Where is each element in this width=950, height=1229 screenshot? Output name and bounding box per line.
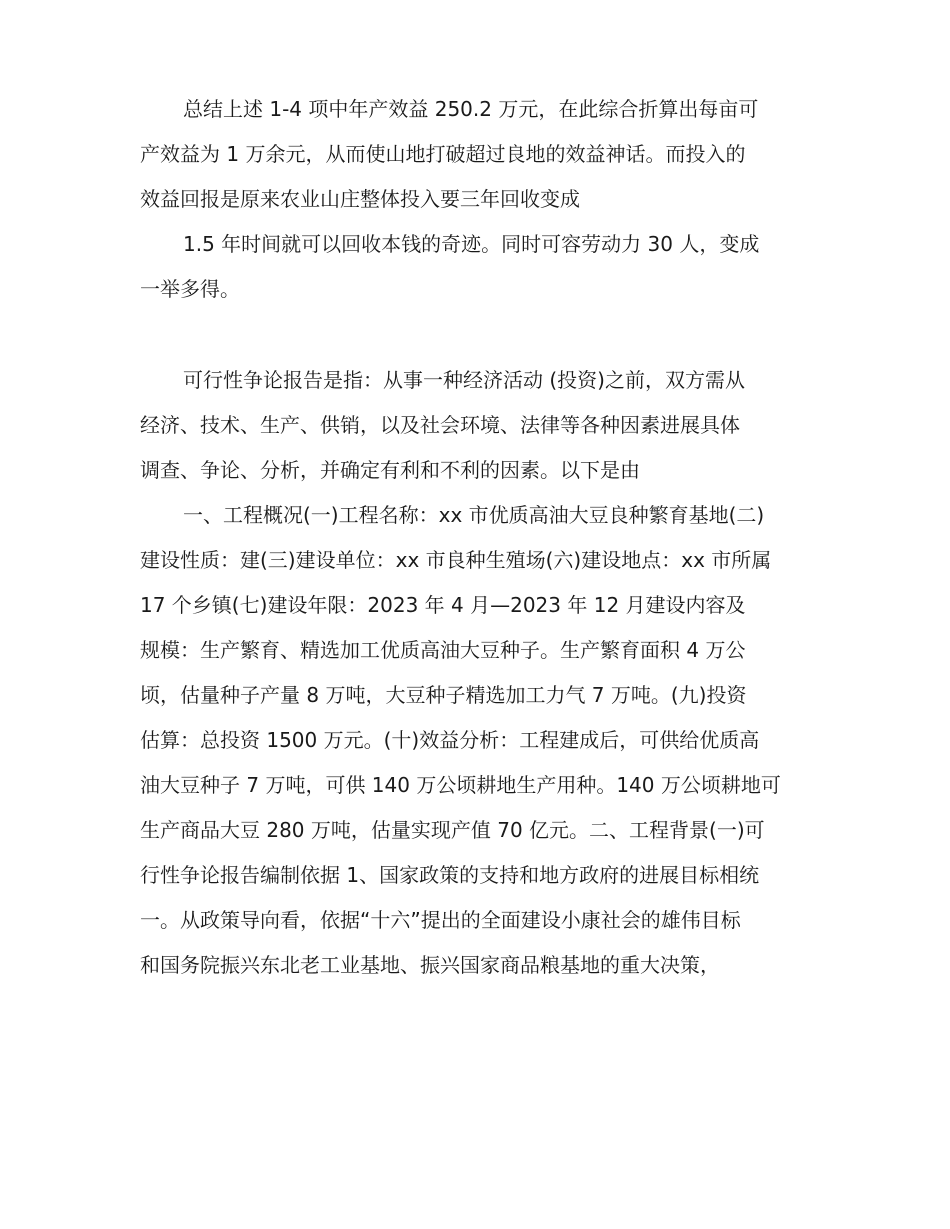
text-line: 调查、争论、分析，并确定有利和不利的因素。以下是由 bbox=[140, 458, 640, 482]
text-line: 生产商品大豆 280 万吨，估量实现产值 70 亿元。二、工程背景(一)可 bbox=[140, 818, 765, 842]
text-line: 估算：总投资 1500 万元。(十)效益分析：工程建成后，可供给优质高 bbox=[140, 728, 760, 752]
text-line: 经济、技术、生产、供销，以及社会环境、法律等各种因素进展具体 bbox=[140, 413, 740, 437]
text-line: 油大豆种子 7 万吨，可供 140 万公顷耕地生产用种。140 万公顷耕地可 bbox=[140, 773, 781, 797]
text-line: 行性争论报告编制依据 1、国家政策的支持和地方政府的进展目标相统 bbox=[140, 863, 760, 887]
text-line: 顷，估量种子产量 8 万吨，大豆种子精选加工力气 7 万吨。(九)投资 bbox=[140, 683, 747, 707]
text-line: 一、工程概况(一)工程名称：xx 市优质高油大豆良种繁育基地(二) bbox=[183, 503, 765, 527]
paragraph-benefit-summary bbox=[140, 87, 840, 222]
text-line: 和国务院振兴东北老工业基地、振兴国家商品粮基地的重大决策， bbox=[140, 953, 720, 977]
text-line: 17 个乡镇(七)建设年限：2023 年 4 月—2023 年 12 月建设内容及 bbox=[140, 593, 746, 617]
paragraph-spacer bbox=[140, 312, 840, 358]
text-line: 一举多得。 bbox=[140, 277, 240, 301]
text-line: 规模：生产繁育、精选加工优质高油大豆种子。生产繁育面积 4 万公 bbox=[140, 638, 746, 662]
text-line: 产效益为 1 万余元，从而使山地打破超过良地的效益神话。而投入的 bbox=[140, 142, 746, 166]
text-line: 建设性质：建(三)建设单位：xx 市良种生殖场(六)建设地点：xx 市所属 bbox=[140, 548, 772, 572]
text-line: 1.5 年时间就可以回收本钱的奇迹。同时可容劳动力 30 人，变成 bbox=[183, 232, 760, 256]
text-line: 一。从政策导向看，依据“十六”提出的全面建设小康社会的雄伟目标 bbox=[140, 908, 741, 932]
document-body bbox=[140, 87, 840, 988]
text-line: 效益回报是原来农业山庄整体投入要三年回收变成 bbox=[140, 187, 580, 211]
text-line: 可行性争论报告是指：从事一种经济活动 (投资)之前，双方需从 bbox=[183, 368, 745, 392]
paragraph-payback bbox=[140, 222, 840, 312]
text-line: 总结上述 1-4 项中年产效益 250.2 万元，在此综合折算出每亩可 bbox=[183, 97, 759, 121]
paragraph-project-overview bbox=[140, 493, 840, 988]
paragraph-feasibility-definition bbox=[140, 358, 840, 493]
